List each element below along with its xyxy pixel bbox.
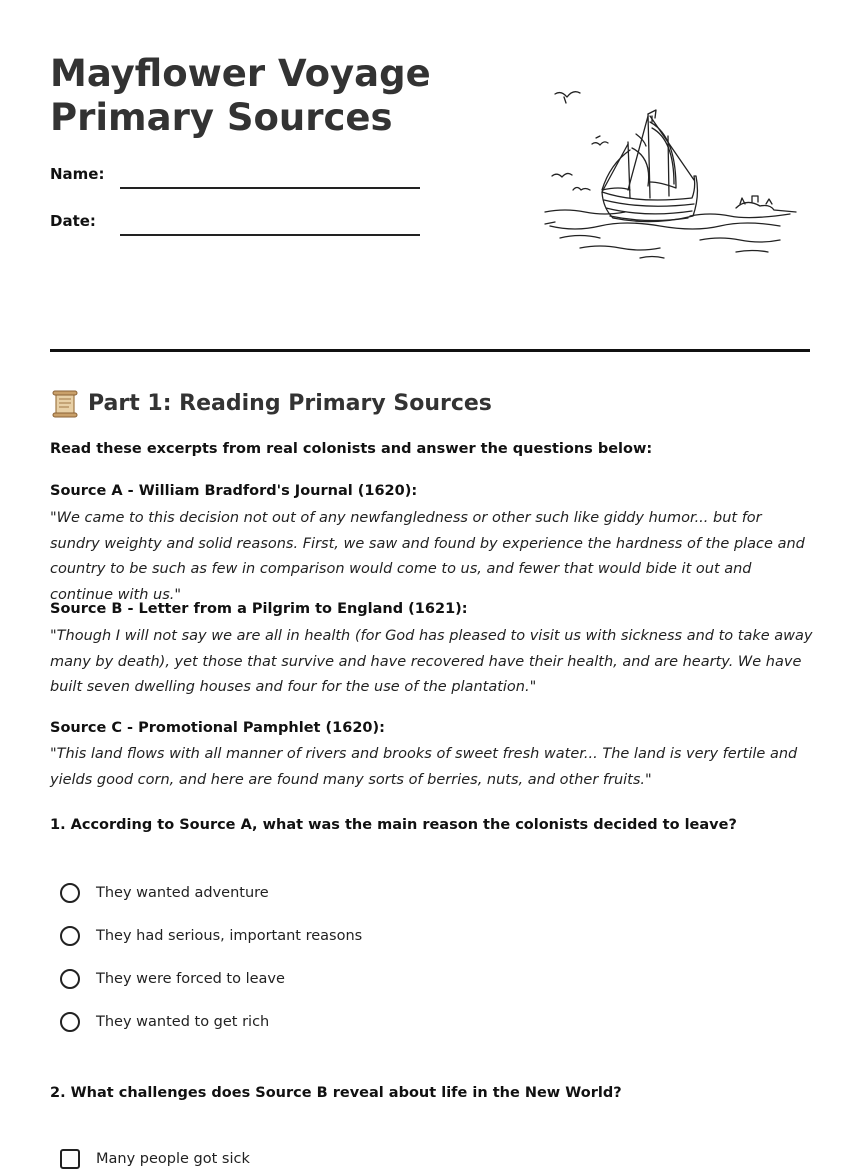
checkbox[interactable]: [60, 1149, 80, 1169]
scroll-icon: [50, 389, 80, 419]
q1-option-1[interactable]: [60, 880, 269, 906]
section-divider: [50, 349, 810, 352]
name-input-line[interactable]: [120, 187, 420, 189]
q1-option-3[interactable]: [60, 966, 285, 992]
name-label: Name:: [50, 165, 105, 183]
source-c-quote: "This land flows with all manner of rivers and brooks of sweet fresh water... The land is very fertile and yields good corn, and here are found many sorts of berries, nuts, and other fruits.": [50, 746, 798, 788]
source-c-title: Source C - Promotional Pamphlet (1620):: [50, 720, 385, 736]
date-input-line[interactable]: [120, 234, 420, 236]
radio-button[interactable]: [60, 883, 80, 903]
instructions: Read these excerpts from real colonists and answer the questions below:: [50, 441, 653, 457]
source-a-quote: "We came to this decision not out of any newfangledness or other such like giddy humor... but for sundry weighty and solid reasons. First, we saw and found by experience the hardness of the place and country to be such as few in comparison would come to us, and fewer that would bide it out and continue with us.": [50, 510, 805, 603]
source-b-title: Source B - Letter from a Pilgrim to England (1621):: [50, 601, 468, 617]
worksheet-title: [50, 52, 431, 140]
q2-option-1[interactable]: [60, 1146, 250, 1172]
question-1: 1. According to Source A, what was the main reason the colonists decided to leave?: [50, 817, 737, 833]
option-label: They wanted to get rich: [96, 1014, 270, 1030]
question-2: 2. What challenges does Source B reveal about life in the New World?: [50, 1085, 622, 1101]
option-label: Many people got sick: [96, 1151, 250, 1167]
q1-option-2[interactable]: [60, 923, 362, 949]
q1-option-4[interactable]: [60, 1009, 269, 1035]
part1-heading-text: Part 1: Reading Primary Sources: [88, 391, 492, 416]
ship-icon: [540, 84, 802, 266]
title-line-1: Mayflower Voyage: [50, 52, 431, 95]
option-label: They wanted adventure: [96, 885, 269, 901]
option-label: They had serious, important reasons: [96, 928, 363, 944]
source-a-title: Source A - William Bradford's Journal (1620):: [50, 483, 418, 499]
name-field-row: [50, 165, 430, 195]
part1-heading: [50, 388, 492, 420]
radio-button[interactable]: [60, 1012, 80, 1032]
date-field-row: [50, 212, 430, 242]
radio-button[interactable]: [60, 969, 80, 989]
date-label: Date:: [50, 212, 96, 230]
source-b-quote: "Though I will not say we are all in health (for God has pleased to visit us with sickness and to take away many by death), yet those that survive and have recovered have their health, and are hearty. We have built seven dwelling houses and four for the use of the plantation.": [50, 628, 813, 695]
title-line-2: Primary Sources: [50, 96, 393, 139]
radio-button[interactable]: [60, 926, 80, 946]
option-label: They were forced to leave: [96, 971, 285, 987]
